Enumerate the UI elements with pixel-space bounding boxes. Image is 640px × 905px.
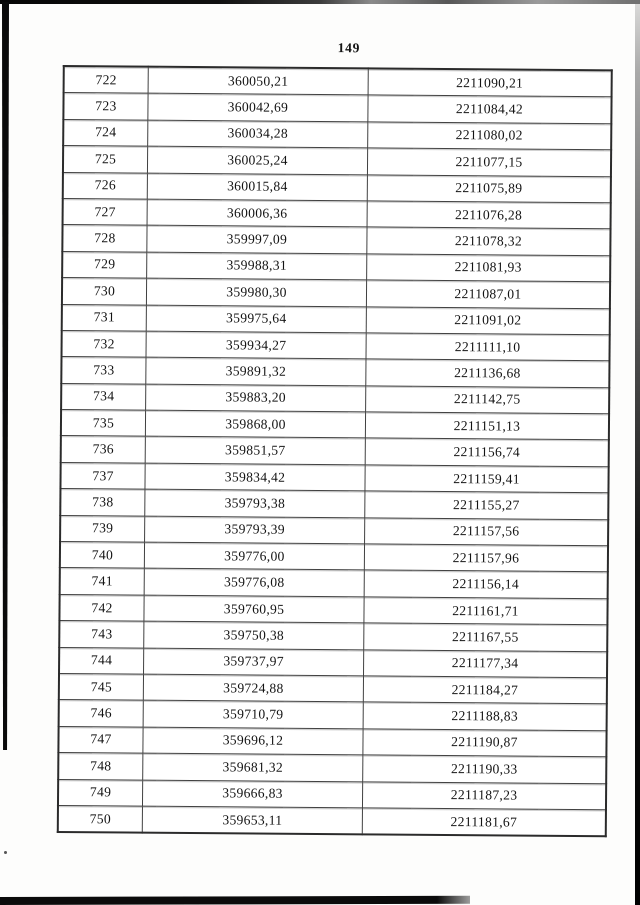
scan-speck — [4, 851, 7, 854]
value-cell: 359891,32 — [146, 357, 366, 385]
page-content — [57, 39, 607, 838]
value-cell: 2211190,33 — [363, 755, 607, 783]
row-index-cell: 738 — [60, 489, 145, 516]
row-index-cell: 729 — [62, 251, 147, 278]
value-cell: 359980,30 — [146, 278, 366, 306]
value-cell: 359724,88 — [143, 674, 363, 702]
value-cell: 359750,38 — [144, 621, 364, 649]
scan-edge-bottom — [0, 896, 470, 905]
value-cell: 2211087,01 — [366, 280, 610, 308]
value-cell: 2211156,74 — [365, 438, 609, 466]
value-cell: 359883,20 — [146, 384, 366, 412]
value-cell: 2211167,55 — [364, 623, 608, 651]
row-index-cell: 743 — [59, 621, 144, 648]
value-cell: 359988,31 — [147, 252, 367, 280]
value-cell: 2211187,23 — [362, 781, 606, 809]
value-cell: 2211188,83 — [363, 702, 607, 730]
value-cell: 2211076,28 — [367, 201, 611, 229]
value-cell: 359997,09 — [147, 226, 367, 254]
value-cell: 2211159,41 — [365, 465, 609, 493]
row-index-cell: 744 — [59, 647, 144, 674]
row-index-cell: 731 — [62, 304, 147, 331]
row-index-cell: 727 — [63, 198, 148, 225]
value-cell: 2211075,89 — [367, 174, 611, 202]
value-cell: 2211157,56 — [365, 518, 609, 546]
value-cell: 2211136,68 — [366, 359, 610, 387]
value-cell: 359737,97 — [144, 648, 364, 676]
value-cell: 359681,32 — [143, 753, 363, 781]
row-index-cell: 728 — [62, 225, 147, 252]
value-cell: 2211080,02 — [368, 122, 612, 150]
value-cell: 360006,36 — [147, 199, 367, 227]
value-cell: 2211161,71 — [364, 597, 608, 625]
value-cell: 2211181,67 — [362, 808, 606, 837]
row-index-cell: 741 — [60, 568, 145, 595]
row-index-cell: 737 — [60, 462, 145, 489]
value-cell: 359760,95 — [144, 595, 364, 623]
row-index-cell: 723 — [63, 93, 148, 120]
value-cell: 359868,00 — [145, 410, 365, 438]
row-index-cell: 734 — [61, 383, 146, 410]
row-index-cell: 724 — [63, 119, 148, 146]
value-cell: 2211155,27 — [365, 491, 609, 519]
row-index-cell: 735 — [61, 410, 146, 437]
row-index-cell: 736 — [61, 436, 146, 463]
value-cell: 2211111,10 — [366, 333, 610, 361]
value-cell: 359793,38 — [145, 489, 365, 517]
data-table-body — [58, 66, 612, 837]
value-cell: 359834,42 — [145, 463, 365, 491]
row-index-cell: 747 — [58, 726, 143, 753]
value-cell: 360050,21 — [148, 67, 368, 96]
row-index-cell: 739 — [60, 515, 145, 542]
row-index-cell: 742 — [59, 594, 144, 621]
table-row — [58, 805, 606, 836]
value-cell: 2211156,14 — [364, 570, 608, 598]
row-index-cell: 732 — [62, 330, 147, 357]
value-cell: 359776,08 — [144, 569, 364, 597]
row-index-cell: 740 — [60, 542, 145, 569]
row-index-cell: 733 — [61, 357, 146, 384]
value-cell: 2211184,27 — [363, 676, 607, 704]
value-cell: 2211091,02 — [366, 306, 610, 334]
row-index-cell: 746 — [59, 700, 144, 727]
value-cell: 359710,79 — [143, 701, 363, 729]
value-cell: 359934,27 — [146, 331, 366, 359]
value-cell: 359975,64 — [146, 305, 366, 333]
scan-edge-right — [635, 0, 640, 905]
row-index-cell: 748 — [58, 753, 143, 780]
value-cell: 2211177,34 — [364, 649, 608, 677]
scan-edge-top — [0, 0, 640, 4]
value-cell: 360042,69 — [148, 94, 368, 122]
value-cell: 360034,28 — [148, 120, 368, 148]
value-cell: 2211077,15 — [367, 148, 611, 176]
value-cell: 2211151,13 — [365, 412, 609, 440]
row-index-cell: 722 — [64, 66, 149, 94]
scan-edge-left — [2, 2, 9, 750]
row-index-cell: 726 — [63, 172, 148, 199]
row-index-cell: 725 — [63, 146, 148, 173]
value-cell: 359653,11 — [142, 806, 362, 835]
table-row — [64, 66, 612, 97]
row-index-cell: 730 — [62, 278, 147, 305]
value-cell: 2211084,42 — [368, 95, 612, 123]
value-cell: 2211157,96 — [364, 544, 608, 572]
row-index-cell: 750 — [58, 805, 143, 833]
value-cell: 359666,83 — [142, 780, 362, 808]
value-cell: 2211142,75 — [366, 386, 610, 414]
value-cell: 2211081,93 — [367, 254, 611, 282]
value-cell: 2211090,21 — [368, 68, 612, 97]
value-cell: 2211078,32 — [367, 227, 611, 255]
value-cell: 359696,12 — [143, 727, 363, 755]
value-cell: 2211190,87 — [363, 729, 607, 757]
value-cell: 359793,39 — [145, 516, 365, 544]
value-cell: 359776,00 — [144, 542, 364, 570]
page-number: 149 — [337, 40, 361, 56]
coordinate-table — [57, 65, 613, 838]
value-cell: 360025,24 — [147, 146, 367, 174]
row-index-cell: 745 — [59, 673, 144, 700]
value-cell: 360015,84 — [147, 173, 367, 201]
row-index-cell: 749 — [58, 779, 143, 806]
value-cell: 359851,57 — [145, 437, 365, 465]
